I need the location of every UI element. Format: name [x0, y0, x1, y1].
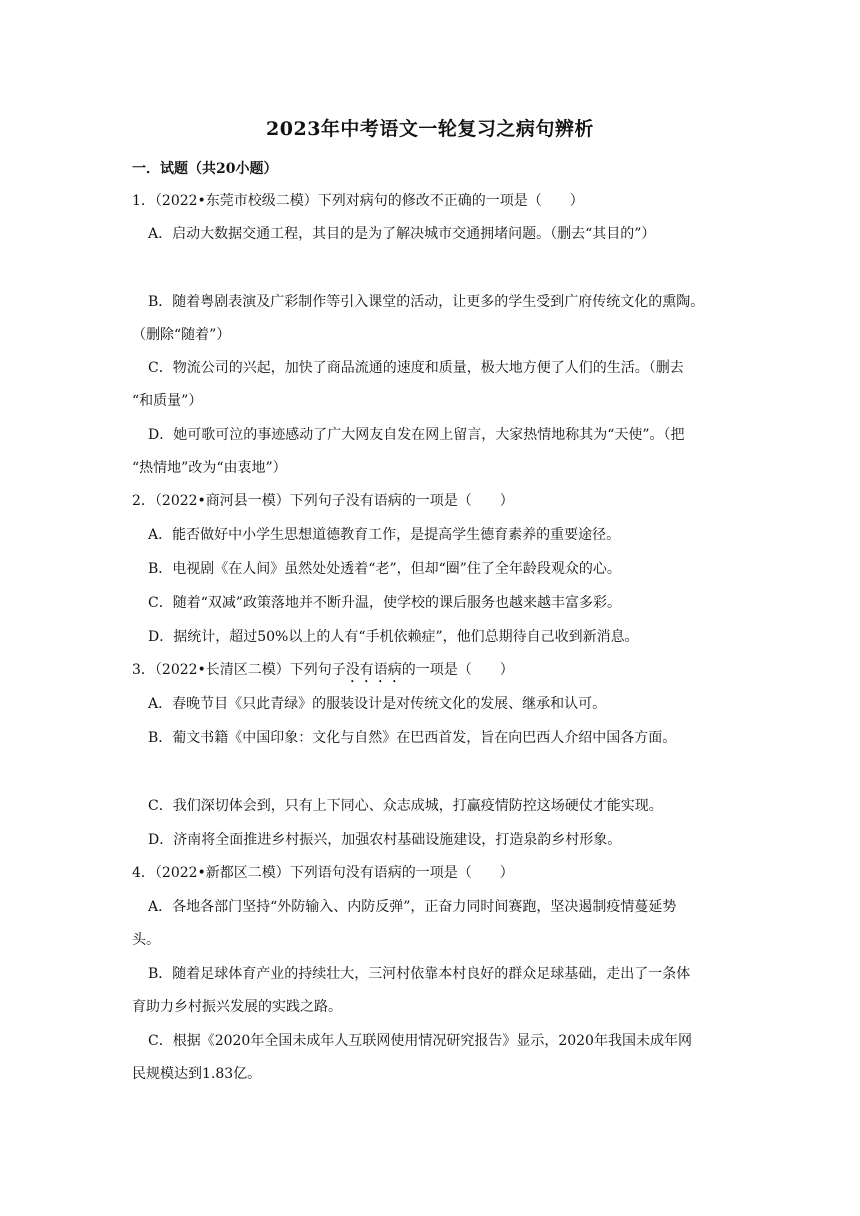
question-4-option-a-line1: A．各地各部门坚持“外防输入、内防反弹”，正奋力同时间赛跑，坚决遏制疫情蔓延势 [148, 899, 677, 915]
question-4-option-c-line2: 民规模达到1.83亿。 [132, 1066, 262, 1082]
question-3-stem [132, 660, 514, 686]
question-1-stem: 1．（2022•东莞市校级二模）下列对病句的修改不正确的一项是（ ） [132, 193, 584, 209]
question-1-option-b-line2: （删除“随着”） [132, 327, 231, 343]
question-2-option-d: D．据统计，超过50%以上的人有“手机依赖症”，他们总期待自己收到新消息。 [148, 629, 639, 645]
question-1-option-c-line1: C．物流公司的兴起，加快了商品流通的速度和质量，极大地方便了人们的生活。（删去 [148, 360, 684, 376]
question-3-option-a: A．春晚节目《只此青绿》的服装设计是对传统文化的发展、继承和认可。 [148, 696, 607, 712]
question-3-option-d: D．济南将全面推进乡村振兴，加强农村基础设施建设，打造泉韵乡村形象。 [148, 832, 622, 848]
question-2-option-b: B．电视剧《在人间》虽然处处透着“老”，但却“圈”住了全年龄段观众的心。 [148, 561, 621, 577]
question-3-stem-emphasis: 没有语病 [345, 662, 402, 678]
question-1-option-b-line1: B．随着粤剧表演及广彩制作等引入课堂的活动，让更多的学生受到广府传统文化的熏陶。 [148, 294, 705, 310]
question-3-stem-suffix: 的一项是（ ） [401, 662, 514, 678]
section-heading: 一．试题（共20小题） [132, 161, 278, 177]
question-4-option-a-line2: 头。 [132, 932, 160, 948]
question-1-option-a: A．启动大数据交通工程，其目的是为了解决城市交通拥堵问题。（删去“其目的”） [148, 226, 656, 242]
question-4-option-b-line2: 育助力乡村振兴发展的实践之路。 [132, 999, 342, 1015]
document-title: 2023年中考语文一轮复习之病句辨析 [266, 118, 594, 140]
question-1-option-d-line1: D．她可歌可泣的事迹感动了广大网友自发在网上留言，大家热情地称其为“天使”。（把 [148, 427, 685, 443]
question-4-option-b-line1: B．随着足球体育产业的持续壮大，三河村依靠本村良好的群众足球基础，走出了一条体 [148, 966, 691, 982]
question-3-stem-prefix: 3．（2022•长清区二模）下列句子 [132, 662, 346, 678]
question-2-option-c: C．随着“双减”政策落地并不断升温，使学校的课后服务也越来越丰富多彩。 [148, 595, 622, 611]
question-2-stem: 2．（2022•商河县一模）下列句子没有语病的一项是（ ） [132, 493, 514, 509]
question-1-option-d-line2: “热情地”改为“由衷地”） [132, 460, 287, 476]
question-4-stem: 4．（2022•新都区二模）下列语句没有语病的一项是（ ） [132, 865, 514, 881]
question-4-option-c-line1: C．根据《2020年全国未成年人互联网使用情况研究报告》显示，2020年我国未成年网 [148, 1033, 692, 1049]
question-3-option-c: C．我们深切体会到，只有上下同心、众志成城，打赢疫情防控这场硬仗才能实现。 [148, 798, 663, 814]
question-2-option-a: A．能否做好中小学生思想道德教育工作，是提高学生德育素养的重要途径。 [148, 527, 621, 543]
question-3-option-b: B．葡文书籍《中国印象：文化与自然》在巴西首发，旨在向巴西人介绍中国各方面。 [148, 730, 677, 746]
question-1-option-c-line2: “和质量”） [132, 393, 203, 409]
